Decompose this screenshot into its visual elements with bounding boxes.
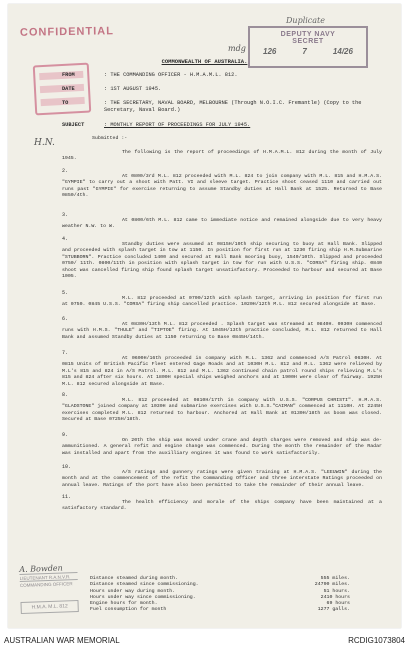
paragraph-text: M.L. 812 proceeded at 0700/12th with splash target, arriving in position for first run at 0750. 0845 U.S.S. "CORSA" firing ship cancelled practice. 1020H/12th M.L. 812 secured alongside at Base. (62, 296, 382, 308)
paragraph-text: On 20th the ship was moved under crane and depth charges were removed and ship was de-ammunitioned. A general refit and engine change was commenced. During the month the remainder of the Radar was installed and apart from the auxilliary engines it was found to work satisfactorily. (62, 438, 382, 456)
signature-block (19, 563, 79, 613)
stat-row (90, 607, 350, 613)
paragraph-text: A/S ratings and gunnery ratings were given training at H.M.A.S. "LEEUWIN" during the month and at the commencement of the refit the Commanding Officer and three interstate Ratings proceeded on annual leave. Ratings of the port have also been permitted to take the remainder of their annual leave. (62, 470, 382, 488)
paragraph-number: 10. (62, 464, 72, 470)
stat-label: Distance steamed since commissioning. (90, 582, 199, 588)
stat-value: 555 miles. (320, 576, 350, 581)
signature-stamp: H.M.A. M.L. 812 (20, 600, 78, 614)
paragraph-text: M.L. 812 proceeded at 0810H/17th in company with U.S.S. "CORPUS CHRISTI". H.M.A.S. "GLADSTONE" joined company at 1030H and submarine exercises with U.S.S."CAIMAN" commenced at 1110H. At 2245H exercises completed M.L. 812 returned to harbour. Anchored at Hall Bank at 0130H/18th as boom was closed. Secured at Base 0725H/18th. (62, 398, 382, 423)
paragraph-text: The health efficiency and morale of the ships company have been maintained at a satisfactory standard. (62, 500, 382, 512)
archive-footer (4, 636, 405, 645)
to-value: : THE SECRETARY, NAVAL BOARD, MELBOURNE (Through N.O.I.C. Fremantle) (Copy to the Secretary, Naval Board.) (104, 100, 362, 113)
stat-value: 51 hours. (323, 588, 350, 594)
intro-paragraph: The following is the report of proceedings of H.M.A.M.L. 812 during the month of July 1945. (62, 150, 382, 162)
paragraph-number: 3. (62, 212, 69, 218)
paragraph-text: At 0830H/13th M.L. 812 proceeded . Splash target was streamed at 0840H. 0930H commenced runs with H.M.S. "THULE" and "TIPTOE" firing. At 1045H/13th practice concluded, M.L. 812 returned to Hall Bank and assumed Standby duties at 1150 returning to Base 0845H/14th. (62, 322, 382, 340)
stamp-num-1: 126 (263, 47, 277, 56)
stat-label: Distance steamed during month. (90, 576, 179, 581)
from-value: : THE COMMANDING OFFICER - H.M.A.M.L. 812. (104, 72, 238, 78)
deputy-navy-stamp-line2: SECRET (292, 38, 324, 45)
header-from (62, 72, 382, 79)
paragraph-number: 4. (62, 236, 69, 242)
header-subject (62, 122, 382, 129)
date-label: DATE (62, 86, 75, 92)
marginal-note: mdg (228, 44, 246, 53)
stamp-num-2: 7 (302, 47, 307, 56)
footer-record-id: RCDIG1073804 (348, 636, 405, 645)
duplicate-note: Duplicate (286, 16, 326, 25)
statistics-table (90, 576, 350, 614)
marginal-initials: H.N. (34, 138, 55, 148)
signature-rank: LIEUTENANT R.A.N.V.R. (19, 572, 77, 581)
stamp-num-3: 14/26 (332, 47, 353, 56)
paragraph-text: At 0800/6th M.L. 812 came to immediate notice and remained alongside due to very heavy weather N.W. to W. (62, 218, 382, 230)
paragraph-number: 8. (62, 392, 69, 398)
stat-value: 1277 galls. (317, 607, 350, 613)
to-label: TO (62, 100, 69, 106)
paragraph-number: 5. (62, 290, 69, 296)
stat-label: Engine hours for month. (90, 601, 158, 607)
subject-value: : MONTHLY REPORT OF PROCEEDINGS FOR JULY 1945. (104, 122, 251, 128)
document-title: COMMONWEALTH OF AUSTRALIA. (161, 58, 248, 65)
stat-value: 24790 miles. (314, 582, 350, 588)
paragraph-text: At 0800/3rd M.L. 812 proceeded with M.L. 824 to join company with M.L. 815 and H.M.A.S. "GYMPIE" to carry out a shoot with Patt. VI and sleeve target. Practice shoot ceased 1110 and carried out runs past "GYMPIE" for exercise returning to assume Standby duties at Hall Bank at 1525. Returned to Base 0850/4th. (62, 174, 382, 199)
paragraph-number: 2. (62, 168, 69, 174)
stat-label: Hours under way since commissioning. (90, 594, 196, 600)
subject-label: SUBJECT (62, 122, 85, 128)
stat-value: 69 hours (326, 601, 350, 607)
paragraph-number: 6. (62, 316, 69, 322)
paragraph-text: Standby duties were assumed at 0815H/10th ship securing to buoy at Hall Bank. Slipped and proceeded with splash target in tow at 1150. In position for first run at 1230 firing ship H.M.Submarine "STUBBORN". Practice concluded 1400 and secured at Hall Bank mooring buoy, 1540/10th. Slipped and proceeded 0750/ 11th. 0800/11th in position with splash target in tow for run with U.S.S. "CORSA" firing ship. 0840 shoot was cancelled firing ship found splash target unsatisfactory. Proceeded to harbour and secured at Base 1005. (62, 242, 382, 280)
paragraph-number: 7. (62, 350, 69, 356)
footer-institution: AUSTRALIAN WAR MEMORIAL (4, 636, 120, 645)
confidential-stamp: CONFIDENTIAL (19, 25, 114, 39)
signature: A. Bowden (19, 563, 63, 575)
signature-role: COMMANDING OFFICER (20, 579, 78, 588)
paragraph-number: 9. (62, 432, 69, 438)
paragraph-text: At 0600H/16th proceeded in company with M.L. 1362 and commenced A/S Patrol 0630H. At 0815 Units of British Pacific Fleet entered Gage Roads and at 1030H M.L. 812 and M.L. 1362 were relieved by M.L's 815 and 824 in A/S Patrol. M.L. 812 and M.L. 1362 continued chain patrol round ships relieving M.L's 815 and 824 after six hours. At 1800H special ships weighed anchors and at 1900H were clear of fairway. 1925H M.L. 812 secured alongside at Base. (62, 356, 382, 387)
date-value: : 1ST AUGUST 1945. (104, 86, 162, 92)
stat-value: 2410 hours (320, 594, 350, 600)
stat-label: Hours under way during month. (90, 588, 176, 594)
submitted-line: Submitted :- (92, 136, 128, 141)
paragraph-number: 11. (62, 494, 72, 500)
stat-label: Fuel consumption for month (90, 607, 167, 613)
deputy-navy-stamp-line1: DEPUTY NAVY (280, 31, 336, 38)
header-date (62, 86, 382, 93)
from-label: FROM (62, 72, 75, 78)
header-to (62, 100, 382, 114)
